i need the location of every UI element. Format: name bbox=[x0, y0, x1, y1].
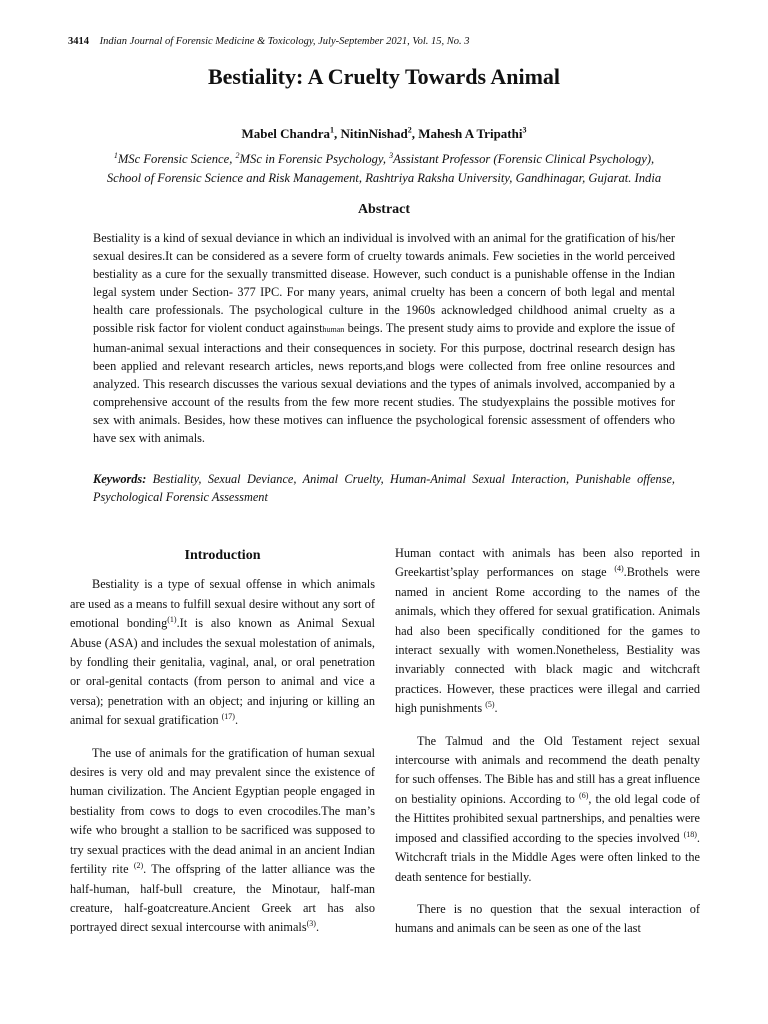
intro-p3-text-a: Human contact with animals has been also reported in Greekartist’splay performances on stage bbox=[395, 546, 700, 580]
intro-p4-text-c: . Witchcraft trials in the Middle Ages were often linked to the death sentence for bestially. bbox=[395, 830, 700, 884]
citation-ref: (5) bbox=[485, 700, 495, 710]
intro-paragraph-1 bbox=[70, 575, 375, 730]
author-2: , NitinNishad bbox=[334, 126, 408, 141]
page-number: 3414 bbox=[68, 36, 89, 47]
citation-ref: (4) bbox=[614, 564, 624, 574]
journal-citation: Indian Journal of Forensic Medicine & Toxicology, July-September 2021, Vol. 15, No. 3 bbox=[99, 36, 470, 47]
intro-paragraph-4 bbox=[395, 732, 700, 887]
running-header bbox=[68, 36, 470, 47]
intro-paragraph-2 bbox=[70, 744, 375, 938]
author-2-affil: 2 bbox=[407, 125, 412, 135]
intro-p2-text-a: The use of animals for the gratification of human sexual desires is very old and may prevalent since the existence of human civilization. The Ancient Egyptian people engaged in bestiality from cows to dogs to even crocodiles.The man’s wife who brought a stallion to be sacrificed was supposed to try sexual practices with the dead animal in an ancient Indian fertility rite bbox=[70, 745, 375, 877]
intro-p4-text-b: , the old legal code of the Hittites prohibited sexual partnerships, and penalties were imposed and classified according to the species involved bbox=[395, 791, 700, 845]
intro-paragraph-3 bbox=[395, 544, 700, 719]
affil-institution: School of Forensic Science and Risk Management, Rashtriya Raksha University, Gandhinagar, Gujarat. India bbox=[106, 171, 662, 185]
citation-ref: (18) bbox=[683, 829, 697, 839]
intro-p3-text-c: . bbox=[494, 701, 498, 716]
intro-p3-text-b: .Brothels were named in ancient Rome according to the names of the animals, which they offered for sexual gratification. Animals had also been specifically conditioned for the games to interact sexually with women.Nonetheless, Bestiality was invariably connected with black magic and witchcraft practices. However, these practices were illegal and carried high punishments bbox=[395, 565, 700, 716]
intro-p1-text-a: Bestiality is a type of sexual offense in which animals are used as a means to fulfill sexual desire without any sort of emotional bonding bbox=[70, 577, 375, 631]
affil-2-mark: 2 bbox=[235, 150, 240, 160]
author-1: Mabel Chandra bbox=[241, 126, 330, 141]
affil-1: MSc Forensic Science, bbox=[117, 152, 236, 166]
intro-p4-text-a: The Talmud and the Old Testament reject sexual intercourse with animals and recommend the death penalty for such offenses. The Bible has and still has a great influence on bestiality opinions. According to bbox=[395, 733, 700, 806]
author-3: , Mahesh A Tripathi bbox=[411, 126, 523, 141]
intro-p1-text-b: .It is also known as Animal Sexual Abuse (ASA) and includes the sexual molestation of animals, by fondling their genitalia, vaginal, anal, or oral penetration or oral-genital contacts (from person to animal and vice a versa); penetration with an object; and injuring or killing an animal for sexual gratification bbox=[70, 616, 375, 728]
author-1-affil: 1 bbox=[330, 125, 334, 135]
keywords-label: Keywords: bbox=[93, 472, 147, 486]
abstract-small-word: human bbox=[322, 325, 345, 334]
author-3-affil: 3 bbox=[522, 125, 527, 135]
left-column bbox=[70, 546, 375, 951]
abstract-part-2: beings. The present study aims to provide and explore the issue of human-animal sexual interactions and their consequences in society. For this purpose, doctrinal research design has been applied and relevant research articles, news reports,and blogs were collected from free online resources and analyzed. This research discusses the various sexual deviations and the types of animals involved, accompanied by a comprehensive account of the results from the few more recent studies. The studyexplains the possible motives for sex with animals. Besides, how these motives can influence the psychological forensic assessment of offenders who have sex with animals. bbox=[93, 321, 675, 445]
citation-ref: (2) bbox=[133, 861, 144, 870]
intro-p2-text-b: . The offspring of the latter alliance was the half-human, half-bull creature, the Minotaur, half-man creature, half-goatcreature.Ancient Greek art has also portrayed direct sexual intercourse with animals bbox=[70, 862, 376, 935]
affil-3-mark: 3 bbox=[389, 150, 394, 160]
author-list bbox=[0, 126, 768, 142]
abstract-heading: Abstract bbox=[357, 202, 411, 217]
intro-p1-text-c: . bbox=[234, 713, 239, 728]
intro-p2-text-c: . bbox=[315, 920, 320, 935]
right-column bbox=[395, 544, 700, 952]
affil-1-mark: 1 bbox=[113, 150, 118, 160]
citation-ref: (17) bbox=[221, 712, 235, 722]
keywords-text: Bestiality, Sexual Deviance, Animal Cruelty, Human-Animal Sexual Interaction, Punishable offense, Psychological Forensic Assessment bbox=[93, 472, 675, 504]
citation-ref: (3) bbox=[306, 919, 316, 929]
affiliations bbox=[60, 150, 708, 188]
intro-paragraph-5: There is no question that the sexual interaction of humans and animals can be seen as one of the last bbox=[395, 901, 700, 936]
abstract-text bbox=[93, 229, 675, 447]
citation-ref: (6) bbox=[579, 790, 589, 800]
abstract-part-1: Bestiality is a kind of sexual deviance in which an individual is involved with an animal for the gratification of his/her sexual desires.It can be considered as a severe form of cruelty towards animals. Few societies in the world perceived bestiality as a cure for the sexually transmitted disease. However, such conduct is a punishable offense in the Indian legal system under Section- 377 IPC. For many years, animal cruelty has been a concern of both legal and mental health care professionals. The psychological culture in the 1960s acknowledged childhood animal cruelty as a possible risk factor for violent conduct against bbox=[93, 231, 675, 335]
paper-title: Bestiality: A Cruelty Towards Animal bbox=[207, 64, 561, 89]
affil-2: MSc in Forensic Psychology, bbox=[239, 152, 390, 166]
introduction-heading: Introduction bbox=[184, 548, 261, 563]
citation-ref: (1) bbox=[167, 615, 177, 625]
affil-3: Assistant Professor (Forensic Clinical Psychology), bbox=[393, 152, 655, 166]
keywords bbox=[93, 470, 675, 506]
